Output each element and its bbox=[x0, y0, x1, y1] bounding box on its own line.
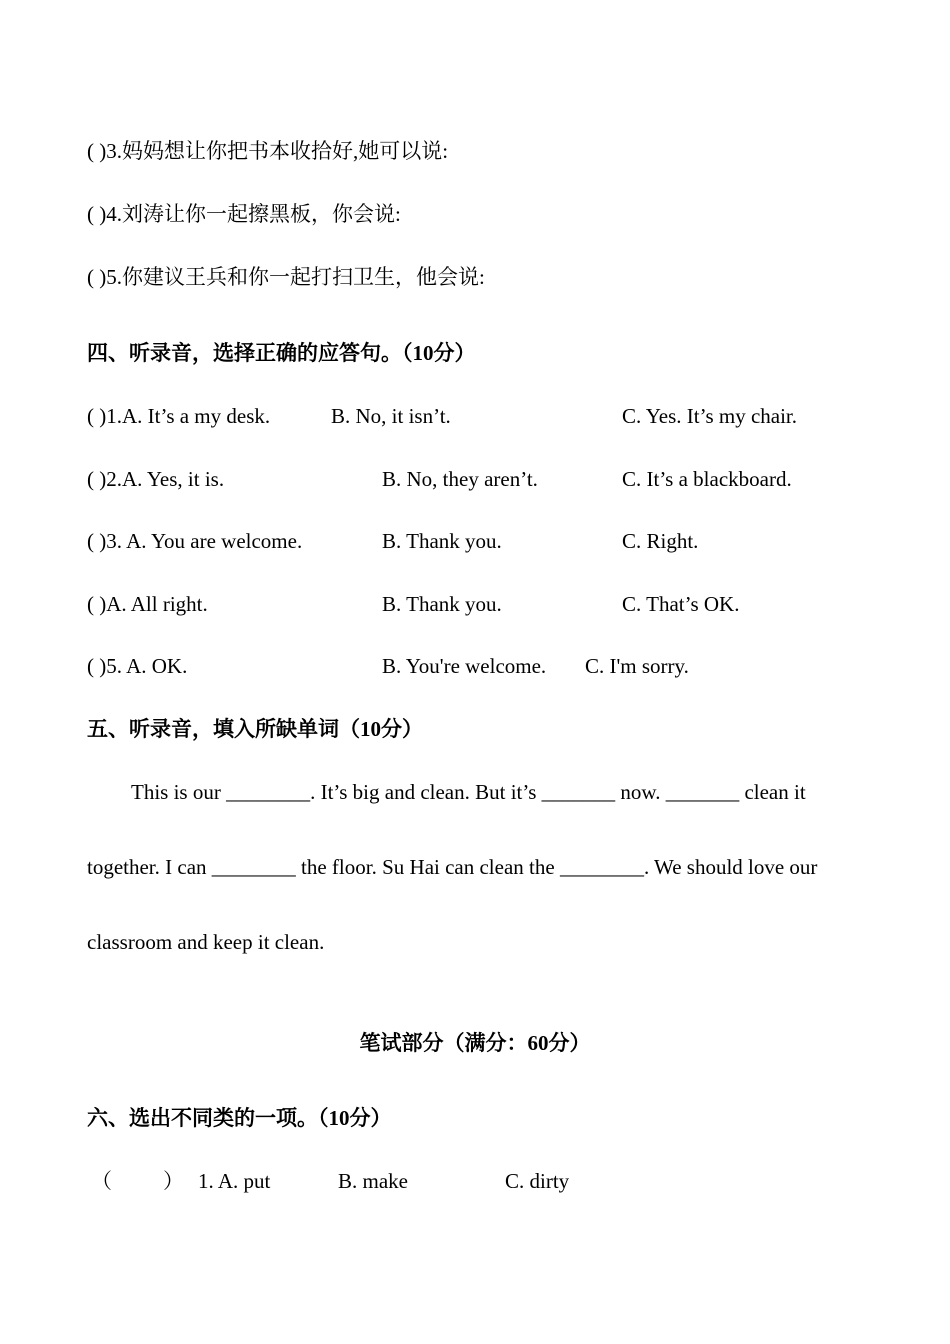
option-b: B. You're welcome. bbox=[382, 654, 547, 678]
option-c: C. I'm sorry. bbox=[585, 654, 689, 678]
option-c: C. dirty bbox=[505, 1169, 570, 1193]
option-c: C. Yes. It’s my chair. bbox=[622, 404, 798, 428]
option-c: C. That’s OK. bbox=[622, 592, 740, 616]
option-a: ( )A. All right. bbox=[87, 592, 208, 616]
option-a: ( )1.A. It’s a my desk. bbox=[87, 404, 271, 428]
part3-question-5: ( )5.你建议王兵和你一起打扫卫生，他会说: bbox=[87, 265, 485, 289]
written-section-title: 笔试部分（满分：60分） bbox=[359, 1031, 591, 1055]
part5-heading: 五、听录音，填入所缺单词（10分） bbox=[87, 717, 423, 741]
option-a: ( )3. A. You are welcome. bbox=[87, 529, 303, 553]
option-b: B. Thank you. bbox=[382, 592, 502, 616]
option-b: B. Thank you. bbox=[382, 529, 502, 553]
option-b: B. make bbox=[338, 1169, 408, 1193]
option-b: B. No, it isn’t. bbox=[331, 404, 451, 428]
option-a: 1. A. put bbox=[198, 1169, 271, 1193]
cloze-line-3: classroom and keep it clean. bbox=[87, 930, 325, 954]
answer-paren-close: ） bbox=[163, 1169, 184, 1193]
part3-question-4: ( )4.刘涛让你一起擦黑板，你会说: bbox=[87, 202, 401, 226]
option-a: ( )2.A. Yes, it is. bbox=[87, 467, 225, 491]
answer-paren-open: （ bbox=[91, 1169, 112, 1193]
cloze-line-1: This is our ________. It’s big and clean. But it’s _______ now. _______ clean it bbox=[131, 780, 806, 804]
option-c: C. It’s a blackboard. bbox=[622, 467, 792, 491]
option-b: B. No, they aren’t. bbox=[382, 467, 538, 491]
part6-heading: 六、选出不同类的一项。（10分） bbox=[87, 1106, 392, 1130]
option-a: ( )5. A. OK. bbox=[87, 654, 188, 678]
option-c: C. Right. bbox=[622, 529, 699, 553]
part3-question-3: ( )3.妈妈想让你把书本收拾好,她可以说: bbox=[87, 139, 449, 163]
part4-heading: 四、听录音，选择正确的应答句。（10分） bbox=[87, 341, 476, 365]
cloze-line-2: together. I can ________ the floor. Su Hai can clean the ________. We should love our bbox=[87, 855, 818, 879]
